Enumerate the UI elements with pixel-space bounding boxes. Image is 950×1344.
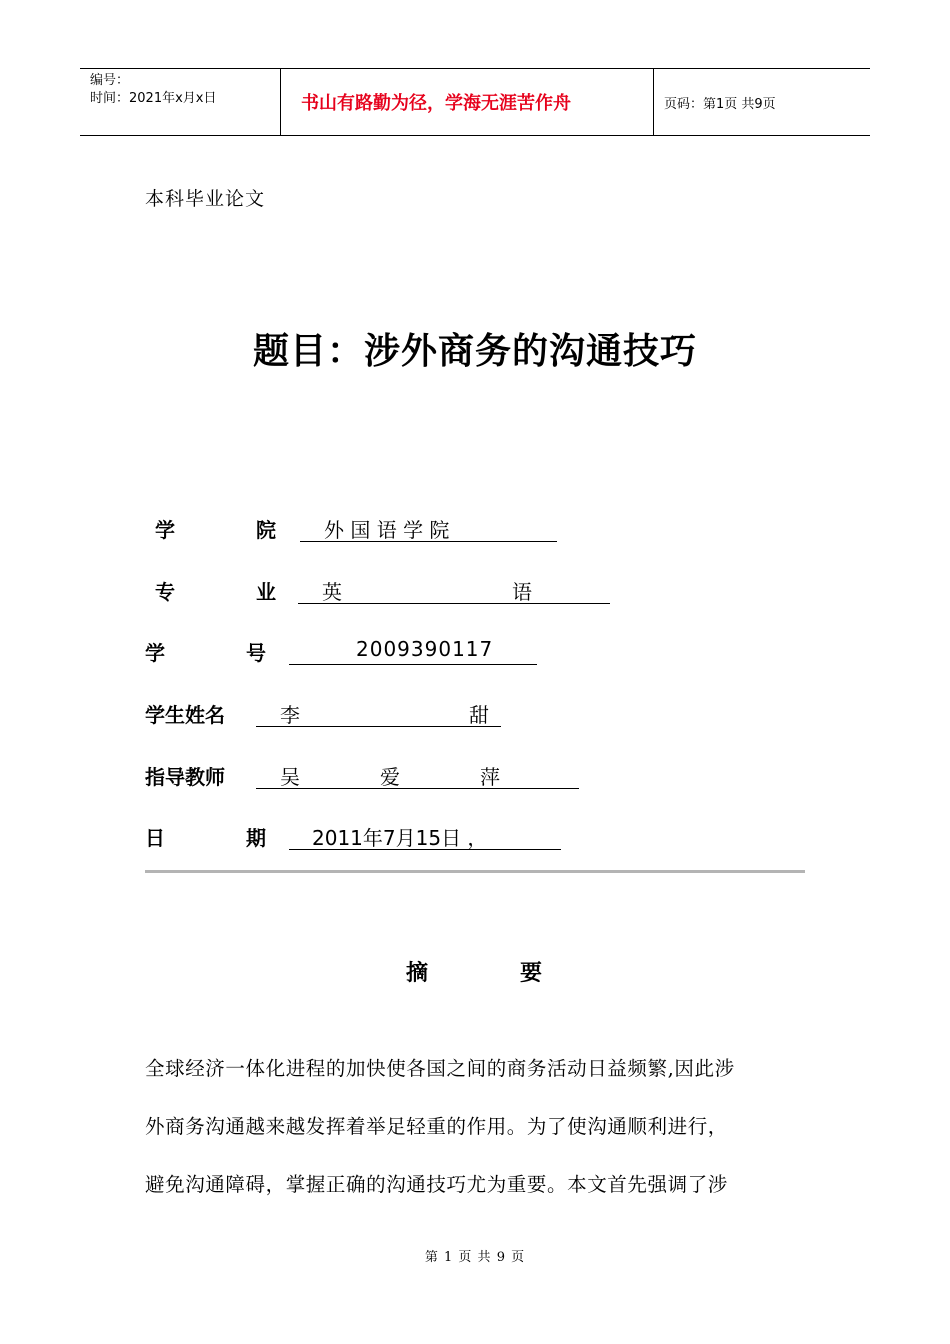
college-label-b: 院 [256,518,276,542]
info-row-date [0,822,950,852]
page-header [80,68,870,136]
student-name-value-a: 李 [280,703,300,727]
student-name-label: 学生姓名 [145,703,225,727]
student-name-value [256,699,501,727]
thesis-title: 题目：涉外商务的沟通技巧 [252,330,697,372]
advisor-value-c: 萍 [480,765,500,789]
college-label-a: 学 [155,518,175,542]
student-id-value: 2009390117 [289,637,537,665]
major-label-b: 业 [256,580,276,604]
header-page-info: 页码：第1页 共9页 [664,96,776,112]
college-value: 外 国 语 学 院 [300,514,557,542]
info-row-student-id [0,637,950,667]
abstract-line: 外商务沟通越来越发挥着举足轻重的作用。为了使沟通顺利进行， [145,1115,728,1138]
date-label-a: 日 [145,826,165,850]
page-footer: 第 1 页 共 9 页 [424,1250,526,1265]
info-row-advisor [0,761,950,791]
major-value [298,576,610,604]
major-label-a: 专 [155,580,175,604]
advisor-label: 指导教师 [145,765,225,789]
advisor-value-a: 吴 [280,765,300,789]
info-row-student-name [0,699,950,729]
advisor-value [256,761,579,789]
student-id-label-a: 学 [145,641,165,665]
major-value-b: 语 [512,580,532,604]
major-value-a: 英 [322,580,342,604]
student-name-value-b: 甜 [469,703,489,727]
abstract-title-b: 要 [520,961,543,986]
date-value: 2011年7月15日 ， [289,822,561,850]
info-row-major [0,576,950,606]
header-meta [80,69,281,135]
date-label-b: 期 [246,826,266,850]
abstract-line: 全球经济一体化进程的加快使各国之间的商务活动日益频繁,因此涉 [145,1057,735,1080]
advisor-value-b: 爱 [380,765,400,789]
header-motto: 书山有路勤为径，学海无涯苦作舟 [281,69,654,135]
header-number-label: 编号： [90,73,130,88]
abstract-title-a: 摘 [406,961,429,986]
info-row-college [0,514,950,544]
student-id-label-b: 号 [246,641,266,665]
abstract-line: 避免沟通障碍，掌握正确的沟通技巧尤为重要。本文首先强调了涉 [145,1173,728,1196]
document-type: 本科毕业论文 [145,188,266,210]
header-time-label: 时间：2021年x月x日 [90,91,217,106]
abstract-body [145,1040,810,1214]
section-divider [145,870,805,873]
